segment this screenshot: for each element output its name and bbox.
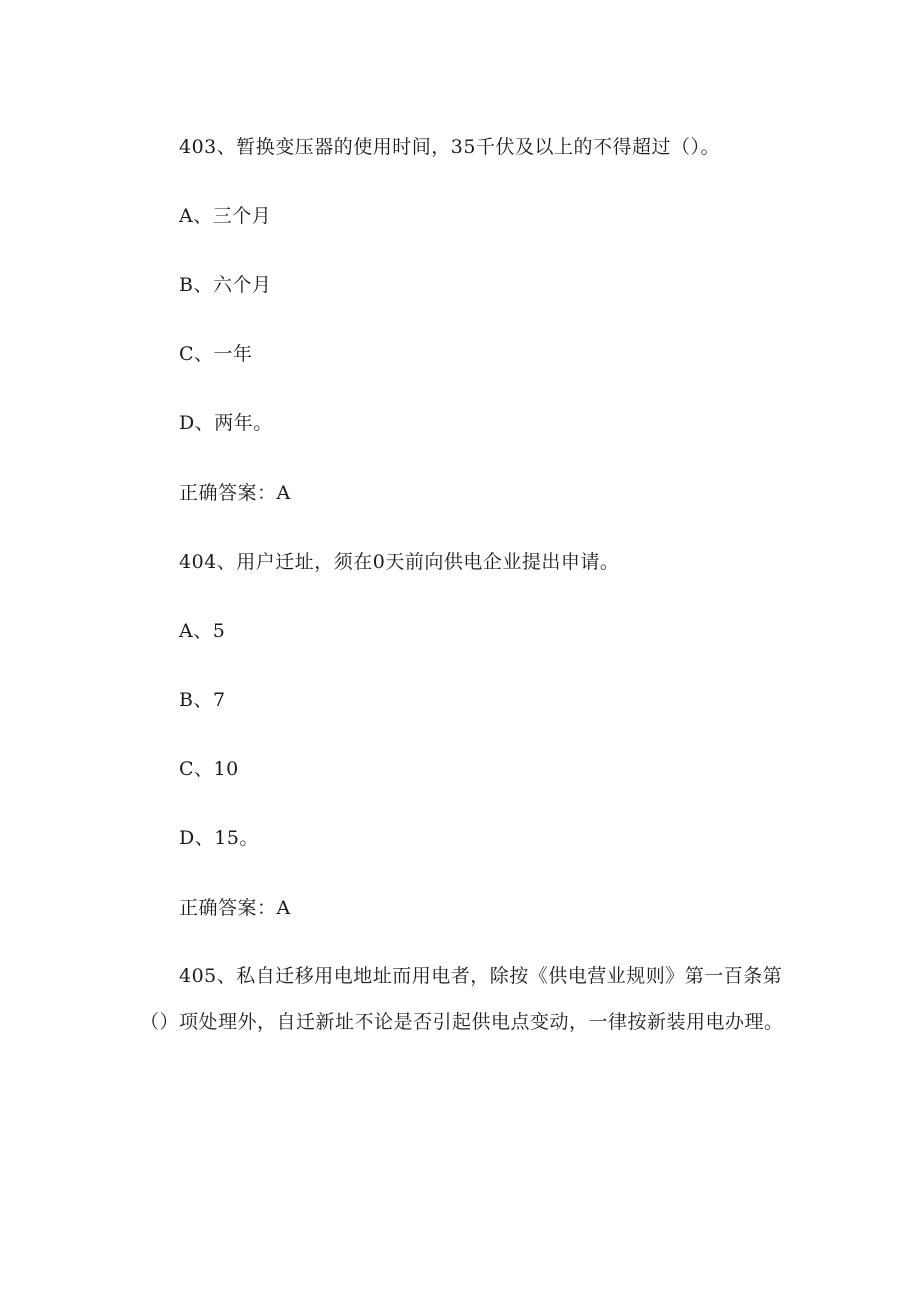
question-404-answer: 正确答案：A (179, 897, 291, 919)
question-404-option-c: C、10 (179, 758, 239, 780)
question-404-option-b: B、7 (179, 689, 226, 711)
question-403-option-a: A、三个月 (179, 205, 272, 227)
question-404-option-a: A、5 (179, 620, 226, 642)
question-404-option-d: D、15。 (179, 827, 259, 849)
question-403-option-b: B、六个月 (179, 274, 272, 296)
question-403-answer: 正确答案：A (179, 482, 291, 504)
question-403-option-c: C、一年 (179, 343, 253, 365)
question-403-option-d: D、两年。 (179, 412, 273, 434)
question-405: 405、私自迁移用电地址而用电者，除按《供电营业规则》第一百条第（）项处理外，自迁新址不论是否引起供电点变动，一律按新装用电办理。 (140, 965, 784, 1033)
question-404: 404、用户迁址，须在0天前向供电企业提出申请。 (179, 551, 620, 573)
question-403: 403、暂换变压器的使用时间，35千伏及以上的不得超过（）。 (179, 136, 720, 158)
